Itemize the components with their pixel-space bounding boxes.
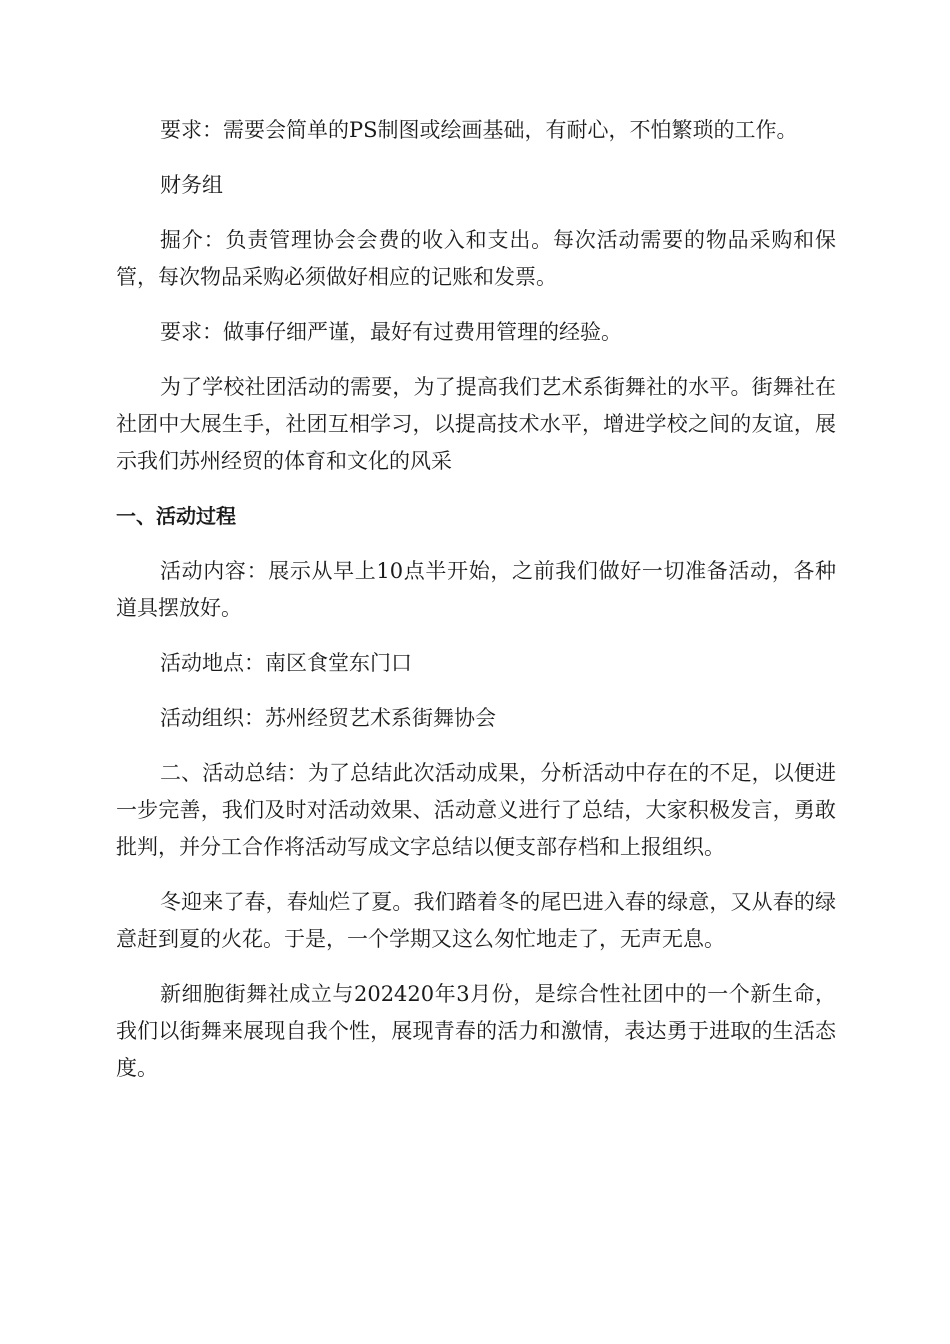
paragraph-activity-location: 活动地点：南区食堂东门口 bbox=[160, 651, 412, 675]
paragraph-seasons: 冬迎来了春，春灿烂了夏。我们踏着冬的尾巴进入春的绿意，又从春的绿意赶到夏的火花。于是，一个学期又这么匆忙地走了，无声无息。 bbox=[116, 890, 836, 951]
document-body bbox=[116, 112, 836, 1105]
paragraph-requirement-design: 要求：需要会简单的PS制图或绘画基础，有耐心，不怕繁琐的工作。 bbox=[160, 118, 798, 142]
section-heading-activity-process: 一、活动过程 bbox=[116, 504, 236, 528]
paragraph-activity-organizer: 活动组织：苏州经贸艺术系街舞协会 bbox=[160, 706, 496, 730]
paragraph-club-founding: 新细胞街舞社成立与202420年3月份，是综合性社团中的一个新生命，我们以街舞来展现自我个性，展现青春的活力和激情，表达勇于进取的生活态度。 bbox=[116, 982, 836, 1080]
paragraph-activity-content: 活动内容：展示从早上10点半开始，之前我们做好一切准备活动，各种道具摆放好。 bbox=[116, 559, 836, 620]
paragraph-finance-group: 财务组 bbox=[160, 173, 223, 197]
paragraph-purpose: 为了学校社团活动的需要，为了提高我们艺术系街舞社的水平。街舞社在社团中大展生手，社团互相学习，以提高技术水平，增进学校之间的友谊，展示我们苏州经贸的体育和文化的风采 bbox=[116, 375, 836, 473]
paragraph-requirement-finance: 要求：做事仔细严谨，最好有过费用管理的经验。 bbox=[160, 320, 622, 344]
paragraph-activity-summary: 二、活动总结：为了总结此次活动成果，分析活动中存在的不足，以便进一步完善，我们及时对活动效果、活动意义进行了总结，大家积极发言，勇敢批判，并分工合作将活动写成文字总结以便支部存档和上报组织。 bbox=[116, 761, 836, 859]
paragraph-finance-intro: 掘介：负责管理协会会费的收入和支出。每次活动需要的物品采购和保管，每次物品采购必须做好相应的记账和发票。 bbox=[116, 228, 836, 289]
